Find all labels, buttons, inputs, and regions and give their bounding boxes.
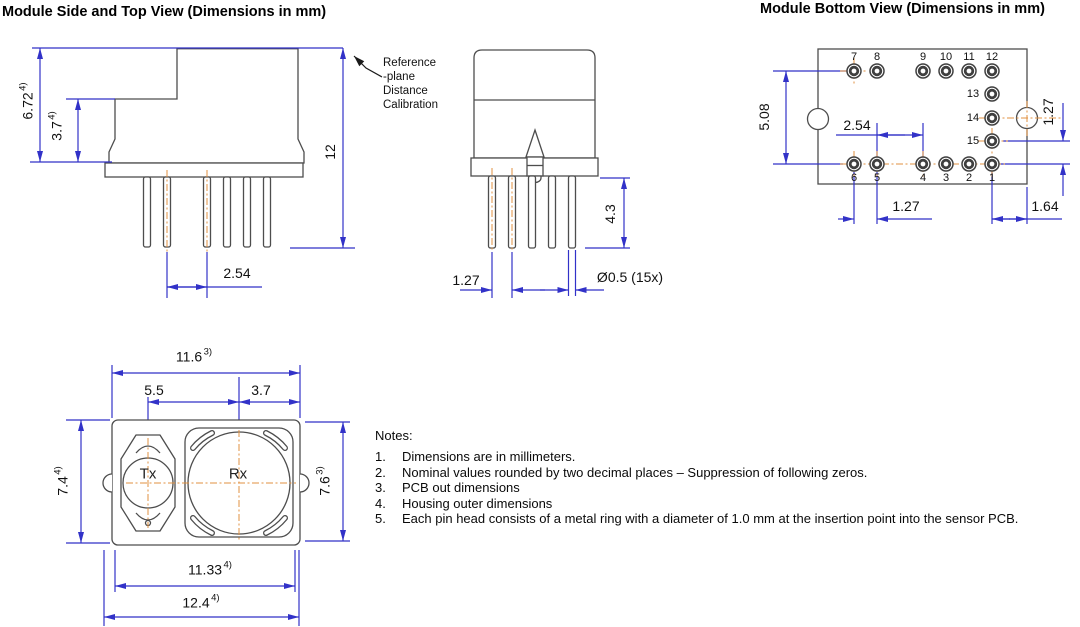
note-item-4 <box>375 496 1080 512</box>
note-item-2 <box>375 465 1080 481</box>
pin-label-1: 1 <box>988 172 996 184</box>
dim-pin-diameter: Ø0.5 (15x) <box>596 269 664 285</box>
note-item-3 <box>375 480 1080 496</box>
pin-label-8: 8 <box>873 51 881 63</box>
dim-pitch-right: 1.27 <box>1040 98 1056 126</box>
note-item-1 <box>375 449 1080 465</box>
dim-row-spacing: 5.08 <box>756 103 772 131</box>
callout-line-1: Reference <box>383 57 437 69</box>
pin-label-10: 10 <box>939 51 953 63</box>
note-text: Each pin head consists of a metal ring with a diameter of 1.0 mm at the insertion point into the sensor PCB. <box>402 511 1019 526</box>
dim-pin-length: 4.3 <box>602 204 618 224</box>
dim-housing-width-value: 12.4 <box>182 594 210 611</box>
dim-inner-width <box>188 561 232 578</box>
pin-label-9: 9 <box>919 51 927 63</box>
note-text: PCB out dimensions <box>402 480 520 495</box>
note-number: 4. <box>375 495 386 511</box>
dim-housing-depth-value: 7.4 <box>54 476 71 496</box>
side-view-drawing <box>30 48 382 298</box>
pin-label-15: 15 <box>966 135 980 147</box>
notes-section <box>375 428 1080 527</box>
rx-label: Rx <box>228 465 248 483</box>
pin-label-11: 11 <box>963 51 975 63</box>
dim-housing-width <box>182 594 219 611</box>
pin-label-7: 7 <box>850 51 858 63</box>
reference-plane-callout <box>383 56 438 112</box>
dim-housing-height <box>19 82 36 119</box>
dim-pitch-wide: 2.54 <box>843 117 871 133</box>
reference-plane-leader-arrow <box>354 56 382 77</box>
dim-pcb-width-value: 11.6 <box>175 348 203 365</box>
dim-housing-height-value: 6.72 <box>19 92 36 120</box>
note-number: 1. <box>375 449 386 464</box>
front-view-drawing <box>460 50 630 298</box>
mounting-hole-left <box>808 109 829 130</box>
note-text: Nominal values rounded by two decimal places – Suppression of following zeros. <box>402 464 868 480</box>
dim-overall-height: 12 <box>322 144 338 160</box>
dim-pcb-width <box>176 348 212 365</box>
dim-housing-depth <box>54 466 71 495</box>
pin-label-13: 13 <box>966 88 980 100</box>
dim-rx-edge-spacing: 3.7 <box>251 382 271 398</box>
notes-heading: Notes: <box>375 428 413 443</box>
pin-label-12: 12 <box>985 51 999 63</box>
bottom-view-drawing <box>773 49 1070 224</box>
pin-label-6: 6 <box>850 172 858 184</box>
note-number: 5. <box>375 511 386 526</box>
note-text: Housing outer dimensions <box>402 495 553 511</box>
dim-pin-pitch: 1.27 <box>452 272 480 288</box>
callout-line-3: Distance <box>383 85 428 97</box>
tx-label: Tx <box>139 465 157 483</box>
dim-housing-width-note: 4) <box>211 592 220 604</box>
pin-label-5: 5 <box>873 172 881 184</box>
dim-housing-height-note: 4) <box>17 82 29 91</box>
pin-label-3: 3 <box>942 172 950 184</box>
title-side-top-view: Module Side and Top View (Dimensions in mm) <box>2 4 327 20</box>
title-bottom-view: Module Bottom View (Dimensions in mm) <box>760 1 1045 17</box>
dim-pitch-bottom: 1.27 <box>892 198 920 214</box>
dim-pcb-depth <box>316 466 333 495</box>
callout-line-2: -plane <box>383 71 415 83</box>
dim-pcb-depth-note: 3) <box>314 466 326 475</box>
dim-pcb-depth-value: 7.6 <box>316 476 333 496</box>
dim-step-height <box>48 111 65 140</box>
dim-housing-depth-note: 4) <box>52 466 64 475</box>
dim-pin-pitch-wide: 2.54 <box>223 265 251 281</box>
callout-line-4: Calibration <box>383 99 438 111</box>
dim-step-height-value: 3.7 <box>48 121 65 141</box>
note-number: 3. <box>375 480 386 495</box>
dim-tx-rx-spacing: 5.5 <box>144 382 164 398</box>
note-text: Dimensions are in millimeters. <box>402 449 576 464</box>
dim-inner-width-value: 11.33 <box>188 561 223 578</box>
pin-label-4: 4 <box>919 172 927 184</box>
note-item-5 <box>375 511 1080 527</box>
dim-pcb-width-note: 3) <box>203 346 213 358</box>
top-view-drawing <box>66 365 350 626</box>
note-number: 2. <box>375 464 386 480</box>
dim-inner-width-note: 4) <box>223 559 232 571</box>
dim-step-height-note: 4) <box>46 111 58 120</box>
pin-label-2: 2 <box>965 172 973 184</box>
pin-label-14: 14 <box>966 112 980 124</box>
dim-edge-offset: 1.64 <box>1031 198 1059 214</box>
